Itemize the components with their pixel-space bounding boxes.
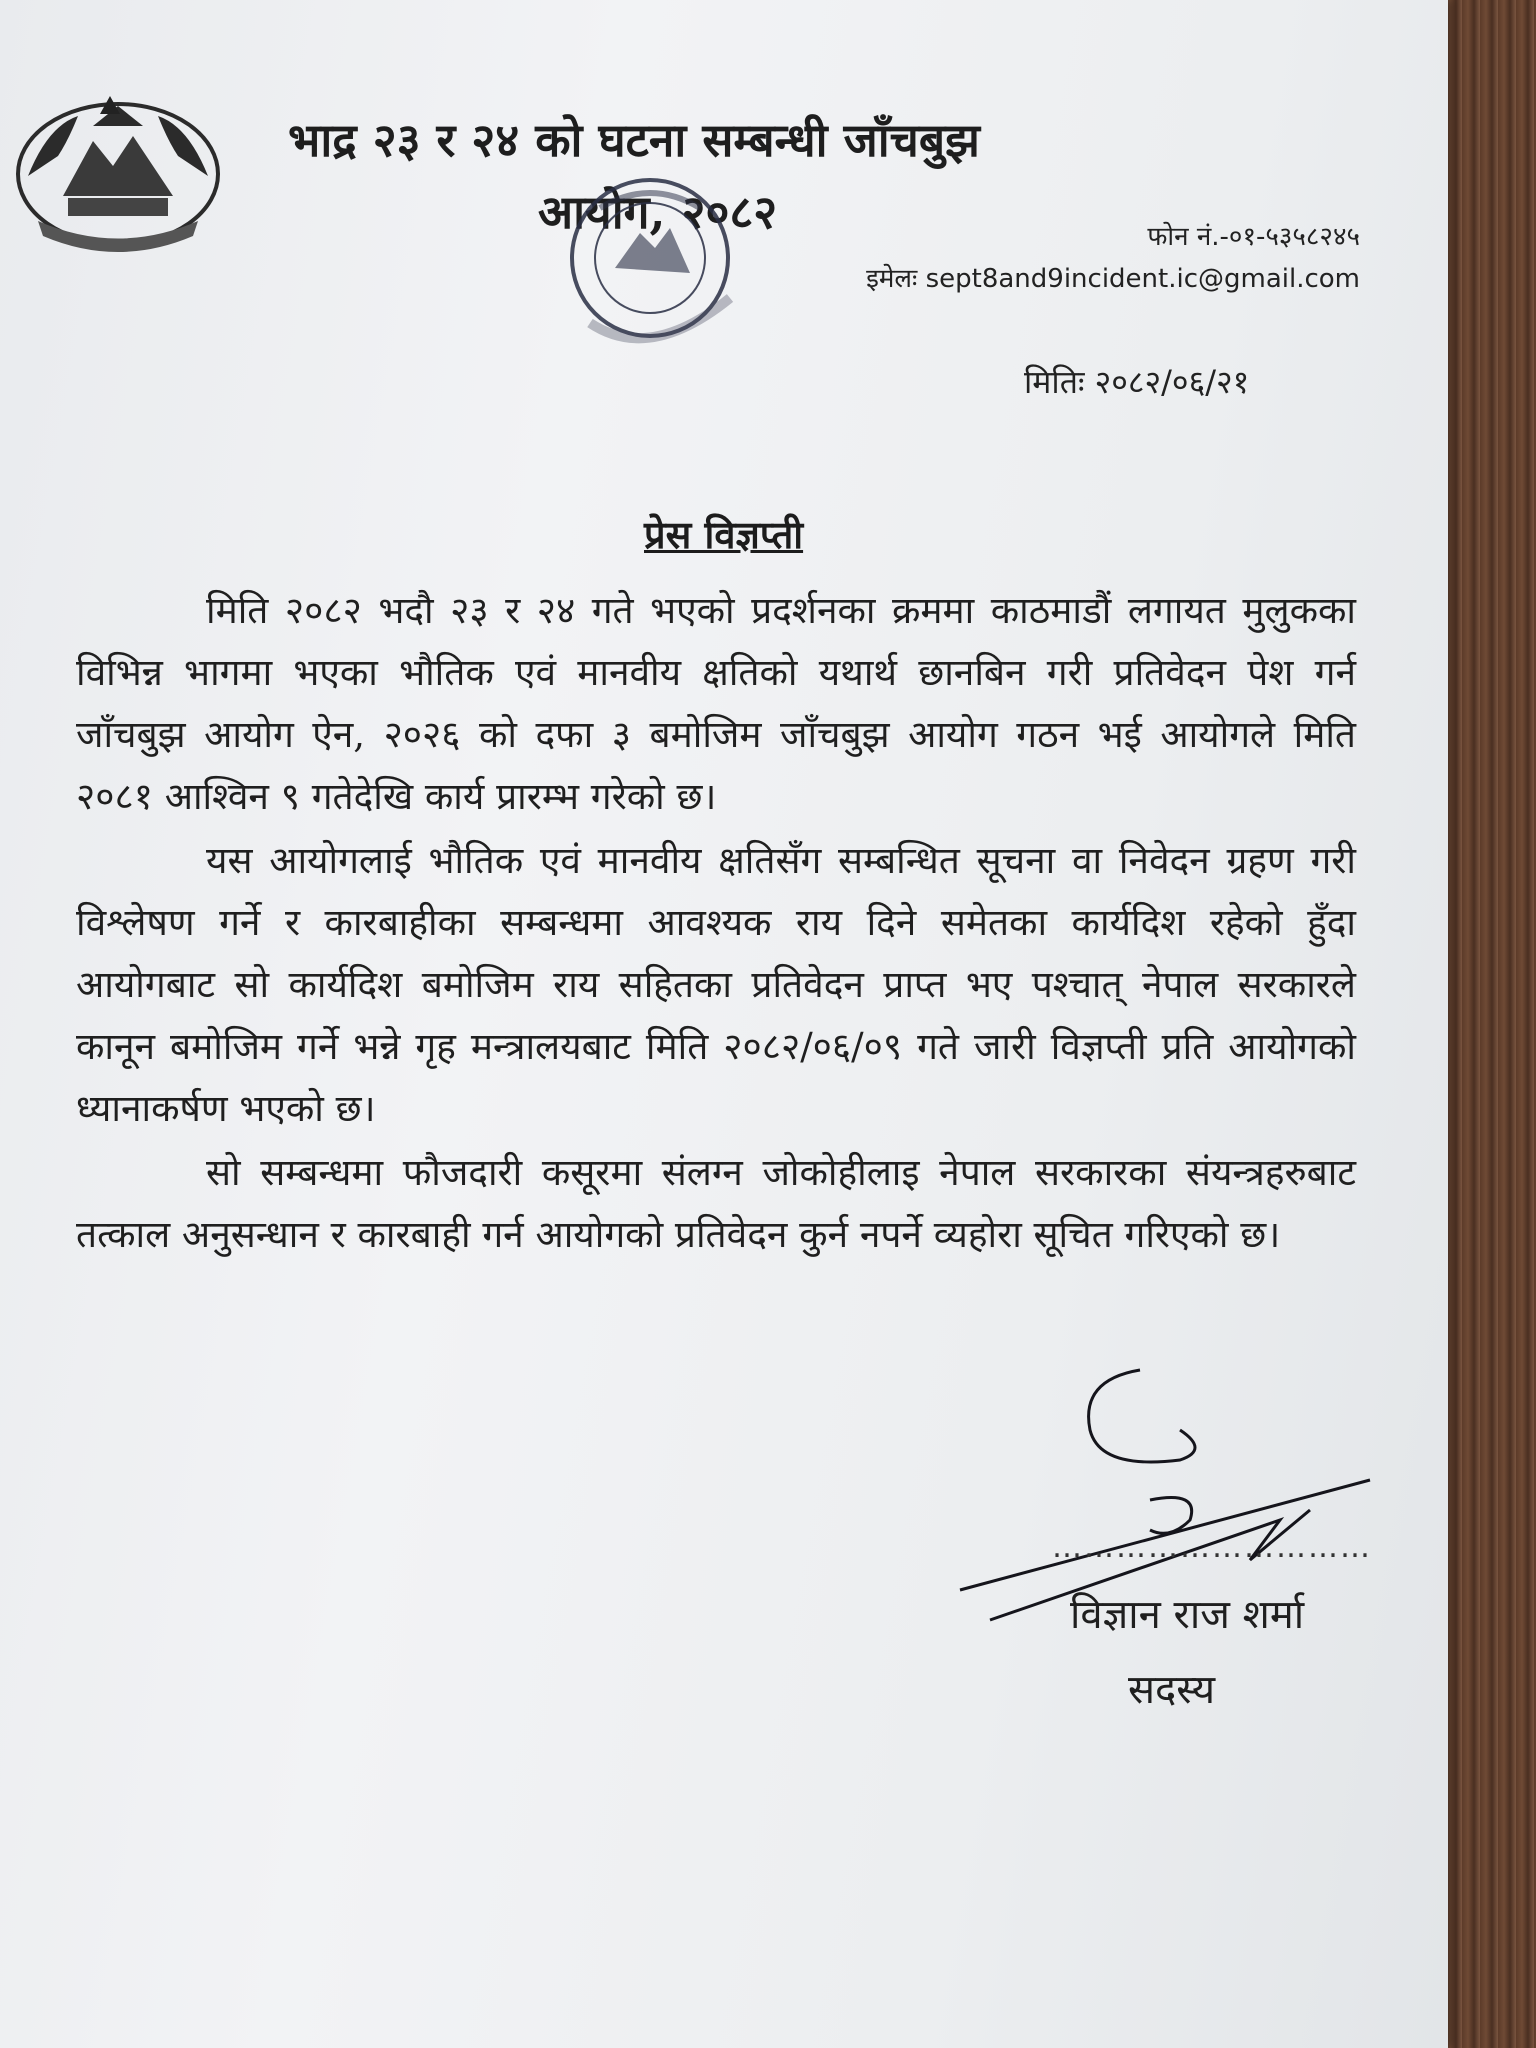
office-title-line1: भाद्र २३ र २४ को घटना सम्बन्धी जाँचबुझ: [288, 113, 980, 167]
signer-role: सदस्य: [1128, 1667, 1216, 1713]
email-address[interactable]: sept8and9incident.ic@gmail.com: [925, 264, 1360, 294]
paragraph-1: मिति २०८२ भदौ २३ र २४ गते भएको प्रदर्शनका क्रममा काठमाडौं लगायत मुलुकका विभिन्न भागमा भएका भौतिक एवं मानवीय क्षतिको यथार्थ छानबिन गरी प्रतिवेदन पेश गर्न जाँचबुझ आयोग ऐन, २०२६ को दफा ३ बमोजिम जाँचबुझ आयोग गठन भई आयोगले मिति २०८१ आश्विन ९ गतेदेखि कार्य प्रारम्भ गरेको छ।: [76, 589, 1356, 818]
signer-name: विज्ञान राज शर्मा: [1070, 1592, 1305, 1638]
paragraph-2: यस आयोगलाई भौतिक एवं मानवीय क्षतिसँग सम्बन्धित सूचना वा निवेदन ग्रहण गरी विश्लेषण गर्ने र कारबाहीका सम्बन्धमा आवश्यक राय दिने समेतका कार्यदिश रहेको हुँदा आयोगबाट सो कार्यदिश बमोजिम राय सहितका प्रतिवेदन प्राप्त भए पश्चात् नेपाल सरकारले कानून बमोजिम गर्ने भन्ने गृह मन्त्रालयबाट मिति २०८२/०६/०९ गते जारी विज्ञप्ती प्रति आयोगको ध्यानाकर्षण भएको छ।: [76, 839, 1356, 1130]
official-stamp-icon: [530, 148, 810, 388]
office-title-line2: आयोग, २०८२: [538, 185, 778, 239]
paragraph-3: सो सम्बन्धमा फौजदारी कसूरमा संलग्न जोकोहीलाइ नेपाल सरकारका संयन्त्रहरुबाट तत्काल अनुसन्धान र कारबाही गर्न आयोगको प्रतिवेदन कुर्न नपर्ने व्यहोरा सूचित गरिएको छ।: [76, 1151, 1356, 1256]
contact-block: [866, 216, 1360, 300]
press-release-heading: प्रेस विज्ञप्ती: [644, 513, 804, 557]
nepal-emblem-icon: [8, 86, 228, 256]
email-line: [866, 258, 1360, 300]
phone-number: फोन नं.-०१-५३५८२४५: [1147, 222, 1360, 252]
signature-line: …………………………: [1052, 1530, 1372, 1565]
email-label: इमेलः: [866, 264, 918, 294]
issue-date: मितिः २०८२/०६/२१: [1024, 363, 1250, 401]
press-release-body: [76, 580, 1356, 1268]
